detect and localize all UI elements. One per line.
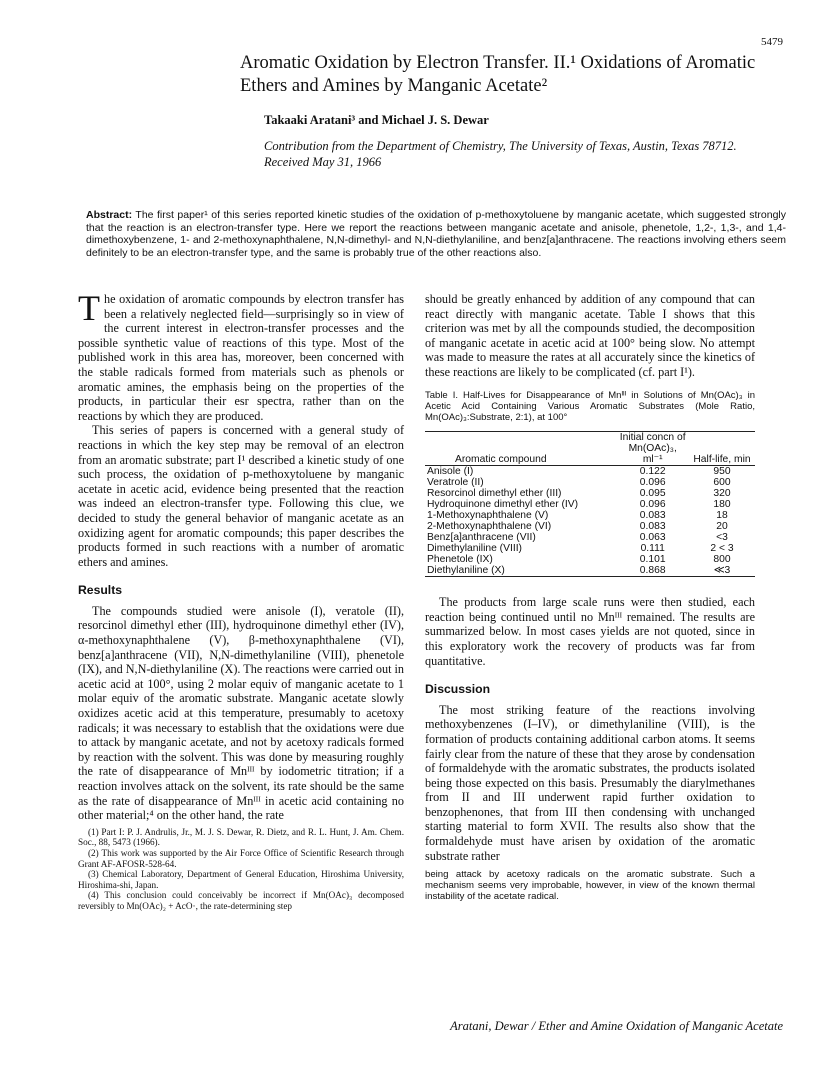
- table-cell-halflife: ≪3: [713, 565, 731, 577]
- table-cell-compound: Benz[a]anthracene (VII): [427, 532, 536, 544]
- table-cell-concn: 0.096: [639, 499, 666, 511]
- footnote-1: (1) Part I: P. J. Andrulis, Jr., M. J. S. Dewar, R. Dietz, and R. L. Hunt, J. Am. Chem. Soc., 88, 5473 (1966).: [78, 826, 404, 848]
- half-life-table: [425, 431, 755, 578]
- results-paragraph-1: The compounds studied were anisole (I), veratole (II), resorcinol dimethyl ether (III), hydroquinone dimethyl ether (IV), α-methoxynaphthalene (V), β-methoxynaphthalene (VI), benz[a]anthracene (VII), N,N-dimethylaniline (VIII), phenetole (IX), and N,N-diethylaniline (X). The reactions were carried out in acetic acid at 100°, using 2 molar equiv of manganic acetate to 1 molar equiv of the aromatic substrate. Manganic acetate slowly oxidizes acetic acid at this temperature, presumably to acetoxy radicals; it was necessary to establish that the oxidations were due to attack by manganic acetate, and not by acetoxy radicals formed by reaction with the solvent. This was done by measuring roughly the rate of disappearance of Mnᴵᴵᴵ by iodometric titration; if a reaction involves attack on the solvent, its rate should be the same as the rate of disappearance of Mnᴵᴵᴵ in acetic acid containing no other material;⁴ on the other hand, the rate: [78, 603, 405, 823]
- table-row: [425, 466, 755, 478]
- table-row: [425, 543, 755, 554]
- abstract-text: The first paper¹ of this series reported kinetic studies of the oxidation of p-methoxytoluene by manganic acetate, which suggested strongly that the reaction is an electron-transfer type. Here we report the reactions between manganic acetate and anisole, phenetole, 1,2-, 1,3-, and 1,4-dimethoxybenzene, 1- and 2-methoxynaphthalene, N,N-dimethyl- and N,N-diethylaniline, and benz[a]anthracene. The reactions involving ethers seem definitely to be an electron-transfer type, and the same is probably true of the other reactions also.: [86, 209, 786, 259]
- footnote-2: (2) This work was supported by the Air Force Office of Scientific Research through Grant AF-AFOSR-528-64.: [78, 847, 404, 869]
- table-header-halflife: Half-life, min: [693, 453, 751, 465]
- table-row: [425, 565, 755, 577]
- table-cell-concn: 0.095: [639, 488, 666, 500]
- footnote-continuation: being attack by acetoxy radicals on the aromatic substrate. Such a mechanism seems very improbable, however, in view of the known thermal instability of the acetate radical.: [425, 869, 755, 903]
- table-cell-compound: Anisole (I): [427, 466, 474, 478]
- left-column: [78, 288, 405, 912]
- paper-title: Aromatic Oxidation by Electron Transfer. II.¹ Oxidations of Aromatic Ethers and Amines by Manganic Acetate²: [240, 53, 756, 96]
- table-row: [425, 532, 755, 543]
- intro-paragraph-1: [78, 288, 404, 423]
- table-cell-compound: Dimethylaniline (VIII): [427, 543, 522, 555]
- table-row: [425, 488, 755, 499]
- intro-paragraph-1-text: he oxidation of aromatic compounds by electron transfer has been a relatively neglected field—surprisingly so in view of the current interest in electron-transfer processes and the possible synthetic value of reactions of this type. Most of the published work in this area has, moreover, been concerned with the stable radicals formed from materials such as phenols or aromatic amines, the emphasis being on the properties of the products, in particular their esr spectra, rather than on the reactions by which they are produced.: [78, 292, 404, 423]
- table-header-concn: Initial concn of Mn(OAc)₃, ml⁻¹: [619, 431, 686, 465]
- table-cell-concn: 0.083: [639, 510, 666, 522]
- right-paragraph-2: The products from large scale runs were then studied, each reaction being continued until no Mnᴵᴵᴵ remained. The results are summarized below. In most cases yields are not quoted, since in this exploratory work the recovery of products was far from quantitative.: [425, 595, 755, 668]
- table-row: [425, 499, 755, 510]
- table-cell-concn: 0.083: [639, 521, 666, 533]
- table-row: [425, 510, 755, 521]
- table-cell-halflife: 20: [716, 521, 728, 533]
- table-cell-halflife: 600: [713, 477, 731, 489]
- abstract: [86, 209, 786, 259]
- page-number: 5479: [761, 36, 783, 48]
- table-cell-compound: 1-Methoxynaphthalene (V): [427, 510, 549, 522]
- table-cell-halflife: 320: [713, 488, 731, 500]
- table-cell-compound: Diethylaniline (X): [427, 565, 505, 577]
- table-cell-halflife: 2 < 3: [710, 543, 734, 555]
- table-header-compound: Aromatic compound: [455, 453, 547, 465]
- running-footer: Aratani, Dewar / Ether and Amine Oxidation of Manganic Acetate: [450, 1019, 783, 1033]
- discussion-paragraph-1: The most striking feature of the reactions involving methoxybenzenes (I–IV), or dimethylaniline (VIII), is the formation of products containing additional carbon atoms. It seems fairly clear from the nature of these that they arose by condensation of formaldehyde with the aromatic substrates, the products isolated being those expected on this basis. Presumably the diarylmethanes from II and III underwent rapid further oxidation to benzophenones, that from III then condensing with unchanged starting material to form XVII. The results also show that the formaldehyde must have arisen by oxidation of the aromatic substrate rather: [425, 702, 755, 863]
- table-cell-halflife: 18: [716, 510, 728, 522]
- table-cell-concn: 0.122: [639, 466, 666, 478]
- authors: Takaaki Aratani³ and Michael J. S. Dewar: [264, 113, 489, 127]
- table-cell-compound: Hydroquinone dimethyl ether (IV): [427, 499, 579, 511]
- footnote-3: (3) Chemical Laboratory, Department of General Education, Hiroshima University, Hiroshima-shi, Japan.: [78, 869, 404, 890]
- affiliation: Contribution from the Department of Chemistry, The University of Texas, Austin, Texas 78712. Received May 31, 1966: [264, 139, 737, 169]
- table-header-row: [425, 431, 755, 466]
- discussion-heading: Discussion: [425, 682, 491, 697]
- table-caption: Table I. Half-Lives for Disappearance of Mnᴵᴵᴵ in Solutions of Mn(OAc)₃ in Acetic Acid Containing Various Aromatic Substrates (Mole Ratio, Mn(OAc)₃:Substrate, 2:1), at 100°: [425, 389, 755, 423]
- table-cell-concn: 0.101: [639, 554, 666, 566]
- table-row: [425, 554, 755, 565]
- intro-paragraph-2: This series of papers is concerned with a general study of reactions in which the key step may be removal of an electron from an aromatic substrate; part I¹ described a kinetic study of one such process, the oxidation of p-methoxytoluene by manganic acetate in acetic acid, evidence being presented that the reaction was indeed an electron-transfer type. Following this clue, we decided to study the general behavior of manganic acetate as an oxidizing agent for aromatic compounds; this paper describes the products formed in such reactions with a number of aromatic ethers and amines.: [78, 423, 404, 569]
- table-cell-compound: Veratrole (II): [427, 477, 484, 489]
- abstract-label: Abstract:: [86, 209, 133, 221]
- table-cell-compound: Phenetole (IX): [427, 554, 493, 566]
- table-cell-compound: 2-Methoxynaphthalene (VI): [427, 521, 552, 533]
- table-row: [425, 477, 755, 488]
- table-cell-concn: 0.096: [639, 477, 666, 489]
- table-cell-concn: 0.111: [640, 543, 665, 555]
- drop-cap: T: [78, 288, 100, 328]
- right-paragraph-1: should be greatly enhanced by addition of any compound that can react directly with manganic acetate. Table I shows that this criterion was met by all the compounds studied, the decomposition of manganic acetate in acetic acid at 100° being slow. No attempt was made to measure the rates at all accurately since the kinetics of these reactions are likely to be complicated (cf. part I¹).: [425, 292, 755, 379]
- table-cell-halflife: <3: [716, 532, 728, 544]
- right-column: [425, 292, 755, 902]
- table-cell-concn: 0.063: [639, 532, 666, 544]
- footnote-4: (4) This conclusion could conceivably be incorrect if Mn(OAc)₃ decomposed reversibly to Mn(OAc)₂ + AcO·, the rate-determining step: [78, 890, 404, 911]
- table-row: [425, 521, 755, 532]
- table-cell-halflife: 800: [713, 554, 731, 566]
- table-cell-concn: 0.868: [639, 565, 666, 577]
- results-heading: Results: [78, 583, 123, 598]
- table-cell-halflife: 950: [713, 466, 731, 478]
- table-cell-compound: Resorcinol dimethyl ether (III): [427, 488, 562, 500]
- table-cell-halflife: 180: [713, 499, 731, 511]
